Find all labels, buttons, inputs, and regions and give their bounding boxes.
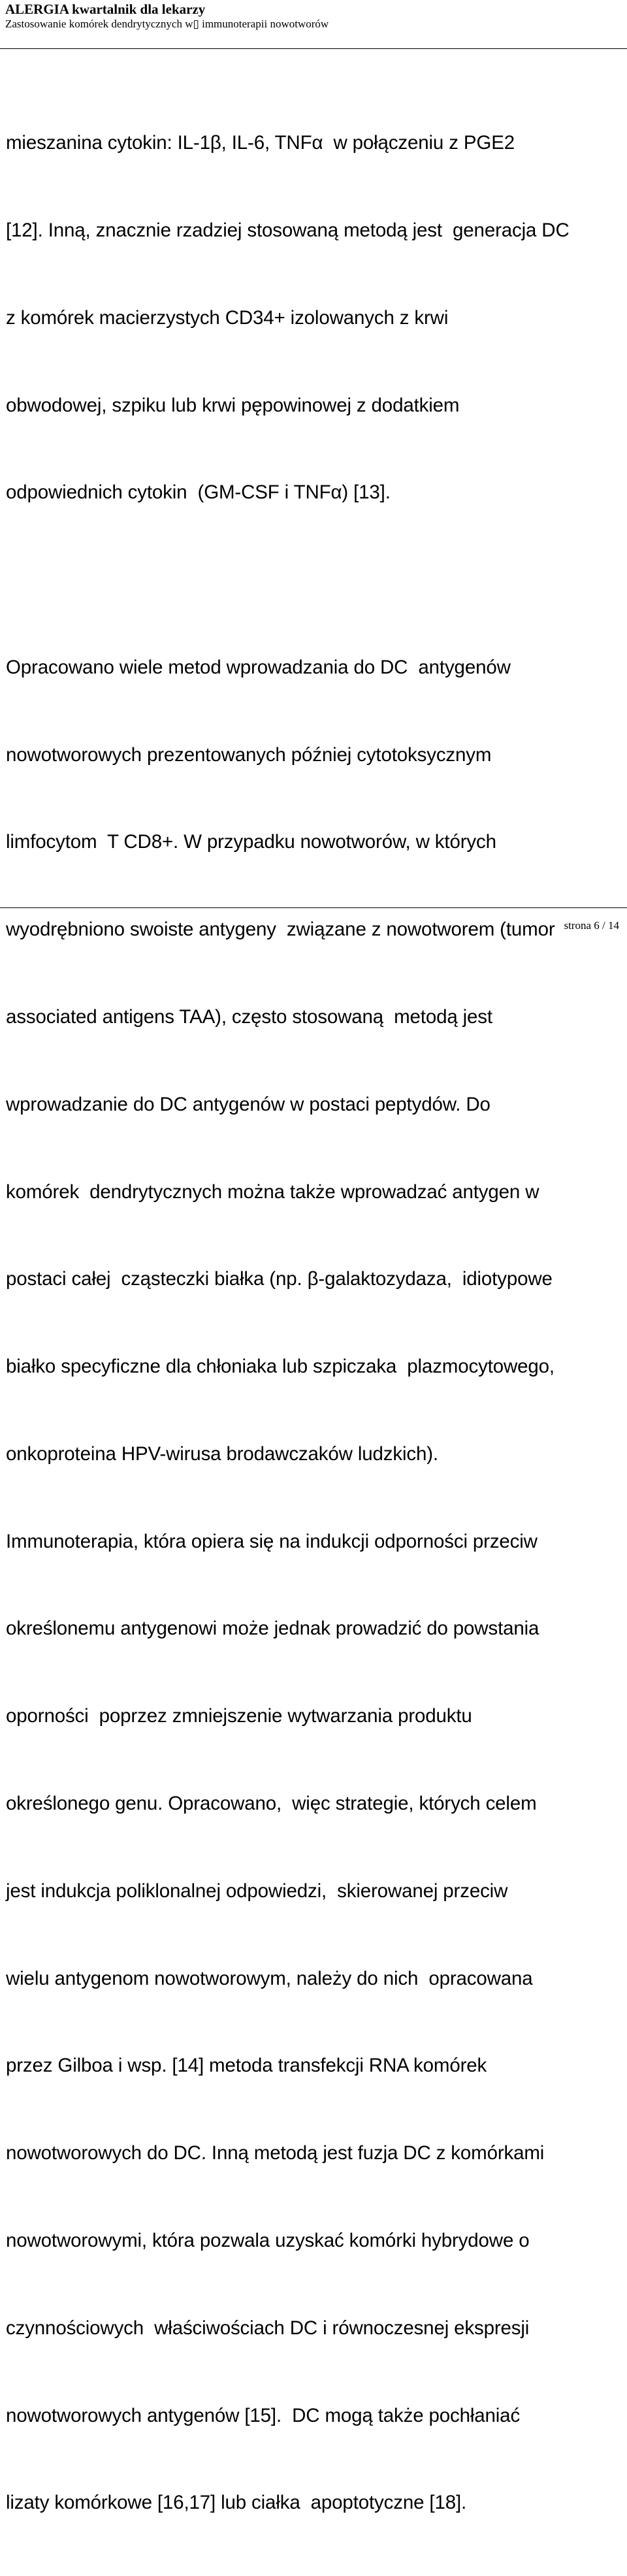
text-line: wprowadzanie do DC antygenów w postaci peptydów. Do bbox=[6, 1093, 490, 1115]
text-line: lizaty komórkowe [16,17] lub ciałka apoptotyczne [18]. bbox=[6, 2492, 467, 2514]
article-body bbox=[6, 71, 623, 2576]
page-number: strona 6 / 14 bbox=[564, 919, 619, 932]
text-line: wielu antygenom nowotworowym, należy do nich opracowana bbox=[6, 1967, 533, 1989]
header-divider bbox=[0, 48, 627, 49]
text-line: limfocytom T CD8+. W przypadku nowotworów, w których bbox=[6, 831, 496, 853]
journal-title: ALERGIA kwartalnik dla lekarzy bbox=[5, 1, 206, 17]
text-line: postaci całej cząsteczki białka (np. β-galaktozydaza, idiotypowe bbox=[6, 1268, 553, 1290]
article-title: Zastosowanie komórek dendrytycznych w▯ immunoterapii nowotworów bbox=[5, 18, 329, 30]
text-line: onkoproteina HPV-wirusa brodawczaków ludzkich). bbox=[6, 1443, 438, 1465]
text-line: obwodowej, szpiku lub krwi pępowinowej z dodatkiem bbox=[6, 394, 460, 416]
paragraph-spacer bbox=[6, 566, 623, 595]
text-line: odpowiednich cytokin (GM-CSF i TNFα) [13]. bbox=[6, 481, 391, 504]
text-line: Opracowano wiele metod wprowadzania do DC antygenów bbox=[6, 656, 511, 678]
text-line: nowotworowymi, która pozwala uzyskać komórki hybrydowe o bbox=[6, 2229, 530, 2251]
page-header bbox=[5, 1, 619, 31]
text-line: określonego genu. Opracowano, więc strategie, których celem bbox=[6, 1793, 537, 1815]
paragraph-2 bbox=[6, 595, 623, 2576]
text-line: [12]. Inną, znacznie rzadziej stosowaną metodą jest generacja DC bbox=[6, 219, 570, 241]
text-line: mieszanina cytokin: IL-1β, IL-6, TNFα w połączeniu z PGE2 bbox=[6, 132, 515, 154]
text-line: oporności poprzez zmniejszenie wytwarzania produktu bbox=[6, 1705, 472, 1727]
paragraph-1 bbox=[6, 71, 623, 566]
text-line: associated antigens TAA), często stosowaną metodą jest bbox=[6, 1006, 492, 1028]
text-line: nowotworowych prezentowanych później cytotoksycznym bbox=[6, 743, 492, 766]
text-line: nowotworowych do DC. Inną metodą jest fuzja DC z komórkami bbox=[6, 2142, 545, 2164]
text-line: komórek dendrytycznych można także wprowadzać antygen w bbox=[6, 1181, 539, 1203]
text-line: czynnościowych właściwościach DC i równoczesnej ekspresji bbox=[6, 2317, 530, 2339]
text-line: wyodrębniono swoiste antygeny związane z nowotworem (tumor bbox=[6, 919, 555, 941]
text-line: określonemu antygenowi może jednak prowadzić do powstania bbox=[6, 1618, 539, 1640]
text-line: przez Gilboa i wsp. [14] metoda transfekcji RNA komórek bbox=[6, 2055, 487, 2077]
text-line: Immunoterapia, która opiera się na indukcji odporności przeciw bbox=[6, 1530, 538, 1552]
text-line: nowotworowych antygenów [15]. DC mogą także pochłaniać bbox=[6, 2404, 521, 2426]
text-line: białko specyficzne dla chłoniaka lub szpiczaka plazmocytowego, bbox=[6, 1356, 555, 1378]
footer-divider bbox=[0, 907, 627, 908]
text-line: z komórek macierzystych CD34+ izolowanych z krwi bbox=[6, 306, 449, 329]
text-line: jest indukcja poliklonalnej odpowiedzi, skierowanej przeciw bbox=[6, 1880, 508, 1902]
